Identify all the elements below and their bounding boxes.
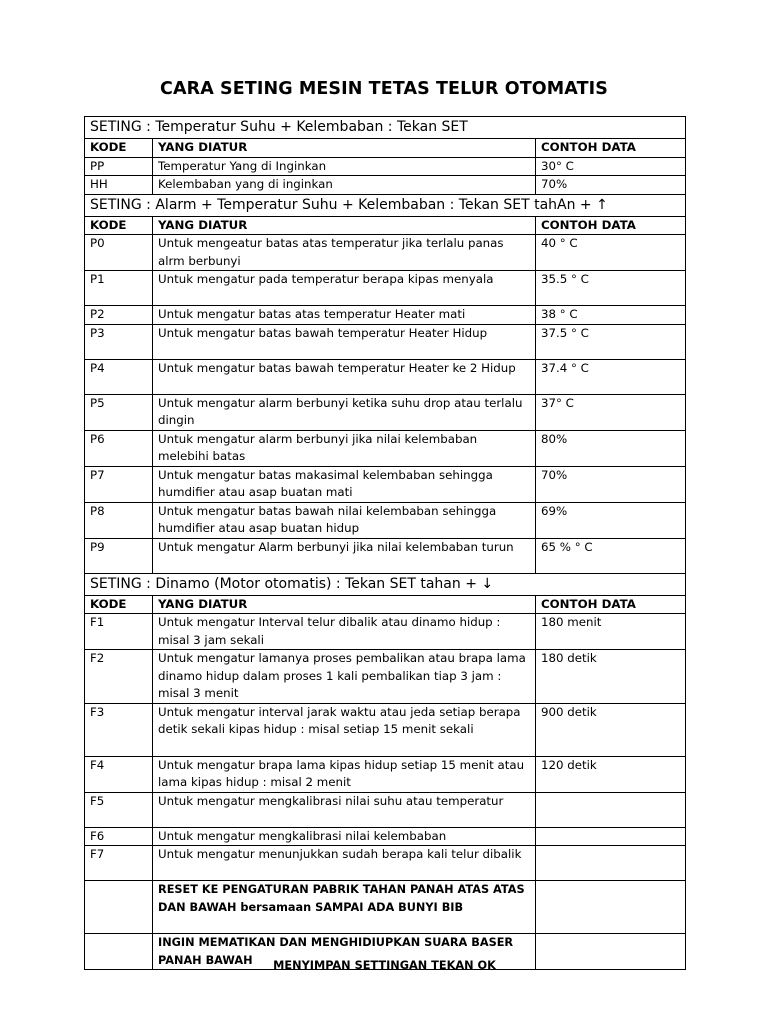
- settings-table: [84, 116, 686, 970]
- row-code: P7: [85, 466, 153, 502]
- row-param: Untuk mengatur Alarm berbunyi jika nilai kelembaban turun: [153, 538, 536, 573]
- column-header-param: YANG DIATUR: [153, 216, 536, 235]
- table-row: [85, 703, 686, 756]
- row-example: 65 % ° C: [536, 538, 686, 573]
- row-example: [536, 792, 686, 827]
- row-example: 70%: [536, 176, 686, 195]
- table-row: [85, 538, 686, 573]
- table-row: [85, 466, 686, 502]
- section-heading-row: [85, 117, 686, 139]
- row-param: Untuk mengatur interval jarak waktu atau jeda setiap berapa detik sekali kipas hidup : misal setiap 15 menit sekali: [153, 703, 536, 756]
- column-header-example: CONTOH DATA: [536, 139, 686, 158]
- table-row: [85, 271, 686, 306]
- row-code: P9: [85, 538, 153, 573]
- row-example: [536, 846, 686, 881]
- note-empty-code: [85, 881, 153, 934]
- row-example: 30° C: [536, 157, 686, 176]
- row-example: 37° C: [536, 394, 686, 430]
- row-param: Untuk mengatur batas makasimal kelembaban sehingga humdifier atau asap buatan mati: [153, 466, 536, 502]
- row-param: Untuk mengatur alarm berbunyi ketika suhu drop atau terlalu dingin: [153, 394, 536, 430]
- row-example: 180 detik: [536, 650, 686, 704]
- row-param: Untuk mengeatur batas atas temperatur jika terlalu panas alrm berbunyi: [153, 235, 536, 271]
- table-row: [85, 394, 686, 430]
- row-code: P8: [85, 502, 153, 538]
- table-row: [85, 502, 686, 538]
- row-param: Kelembaban yang di inginkan: [153, 176, 536, 195]
- row-example: 120 detik: [536, 756, 686, 792]
- row-code: P4: [85, 359, 153, 394]
- table-row: [85, 756, 686, 792]
- table-row: [85, 827, 686, 846]
- column-header-code: KODE: [85, 216, 153, 235]
- row-code: P2: [85, 306, 153, 325]
- section-heading-row: [85, 194, 686, 216]
- row-code: P6: [85, 430, 153, 466]
- column-header-param: YANG DIATUR: [153, 595, 536, 614]
- column-header-row: [85, 216, 686, 235]
- column-header-row: [85, 139, 686, 158]
- row-param: Untuk mengatur lamanya proses pembalikan atau brapa lama dinamo hidup dalam proses 1 kali pembalikan tiap 3 jam : misal 3 menit: [153, 650, 536, 704]
- row-example: 37.4 ° C: [536, 359, 686, 394]
- row-code: P5: [85, 394, 153, 430]
- row-code: P3: [85, 324, 153, 359]
- row-code: F2: [85, 650, 153, 704]
- row-code: PP: [85, 157, 153, 176]
- row-example: 35.5 ° C: [536, 271, 686, 306]
- row-example: 180 menit: [536, 614, 686, 650]
- row-code: P1: [85, 271, 153, 306]
- row-example: 70%: [536, 466, 686, 502]
- column-header-example: CONTOH DATA: [536, 216, 686, 235]
- row-param: Untuk mengatur batas bawah temperatur Heater ke 2 Hidup: [153, 359, 536, 394]
- column-header-code: KODE: [85, 595, 153, 614]
- row-param: Untuk mengatur mengkalibrasi nilai suhu atau temperatur: [153, 792, 536, 827]
- note-row: [85, 881, 686, 934]
- table-row: [85, 614, 686, 650]
- section-heading: SETING : Temperatur Suhu + Kelembaban : Tekan SET: [85, 117, 686, 139]
- row-param: Untuk mengatur Interval telur dibalik atau dinamo hidup : misal 3 jam sekali: [153, 614, 536, 650]
- row-code: F1: [85, 614, 153, 650]
- table-row: [85, 359, 686, 394]
- table-row: [85, 846, 686, 881]
- row-example: 900 detik: [536, 703, 686, 756]
- table-row: [85, 324, 686, 359]
- row-param: Untuk mengatur batas bawah nilai kelembaban sehingga humdifier atau asap buatan hidup: [153, 502, 536, 538]
- section-heading: SETING : Dinamo (Motor otomatis) : Tekan SET tahan + ↓: [85, 573, 686, 595]
- row-code: F6: [85, 827, 153, 846]
- row-param: Untuk mengatur mengkalibrasi nilai kelembaban: [153, 827, 536, 846]
- document-title: CARA SETING MESIN TETAS TELUR OTOMATIS: [160, 79, 608, 99]
- section-heading: SETING : Alarm + Temperatur Suhu + Kelembaban : Tekan SET tahAn + ↑: [85, 194, 686, 216]
- row-example: 37.5 ° C: [536, 324, 686, 359]
- section-heading-row: [85, 573, 686, 595]
- row-param: Untuk mengatur batas atas temperatur Heater mati: [153, 306, 536, 325]
- column-header-param: YANG DIATUR: [153, 139, 536, 158]
- column-header-code: KODE: [85, 139, 153, 158]
- row-param: Untuk mengatur batas bawah temperatur Heater Hidup: [153, 324, 536, 359]
- reset-note: RESET KE PENGATURAN PABRIK TAHAN PANAH ATAS ATAS DAN BAWAH bersamaan SAMPAI ADA BUNYI BIB: [153, 881, 536, 934]
- row-code: F7: [85, 846, 153, 881]
- row-code: F4: [85, 756, 153, 792]
- row-example: [536, 827, 686, 846]
- buzzer-note: INGIN MEMATIKAN DAN MENGHIDIUPKAN SUARA BASER PANAH BAWAH: [153, 934, 536, 970]
- footer-note: MENYIMPAN SETTINGAN TEKAN OK: [273, 959, 496, 972]
- row-example: 80%: [536, 430, 686, 466]
- row-param: Untuk mengatur brapa lama kipas hidup setiap 15 menit atau lama kipas hidup : misal 2 menit: [153, 756, 536, 792]
- table-row: [85, 157, 686, 176]
- row-param: Temperatur Yang di Inginkan: [153, 157, 536, 176]
- column-header-example: CONTOH DATA: [536, 595, 686, 614]
- table-row: [85, 176, 686, 195]
- row-param: Untuk mengatur pada temperatur berapa kipas menyala: [153, 271, 536, 306]
- row-code: P0: [85, 235, 153, 271]
- row-param: Untuk mengatur menunjukkan sudah berapa kali telur dibalik: [153, 846, 536, 881]
- table-row: [85, 792, 686, 827]
- table-row: [85, 650, 686, 704]
- table-row: [85, 430, 686, 466]
- row-code: F5: [85, 792, 153, 827]
- row-code: F3: [85, 703, 153, 756]
- table-row: [85, 306, 686, 325]
- note-empty-example: [536, 881, 686, 934]
- column-header-row: [85, 595, 686, 614]
- table-row: [85, 235, 686, 271]
- row-example: 40 ° C: [536, 235, 686, 271]
- row-example: 69%: [536, 502, 686, 538]
- row-code: HH: [85, 176, 153, 195]
- row-param: Untuk mengatur alarm berbunyi jika nilai kelembaban melebihi batas: [153, 430, 536, 466]
- row-example: 38 ° C: [536, 306, 686, 325]
